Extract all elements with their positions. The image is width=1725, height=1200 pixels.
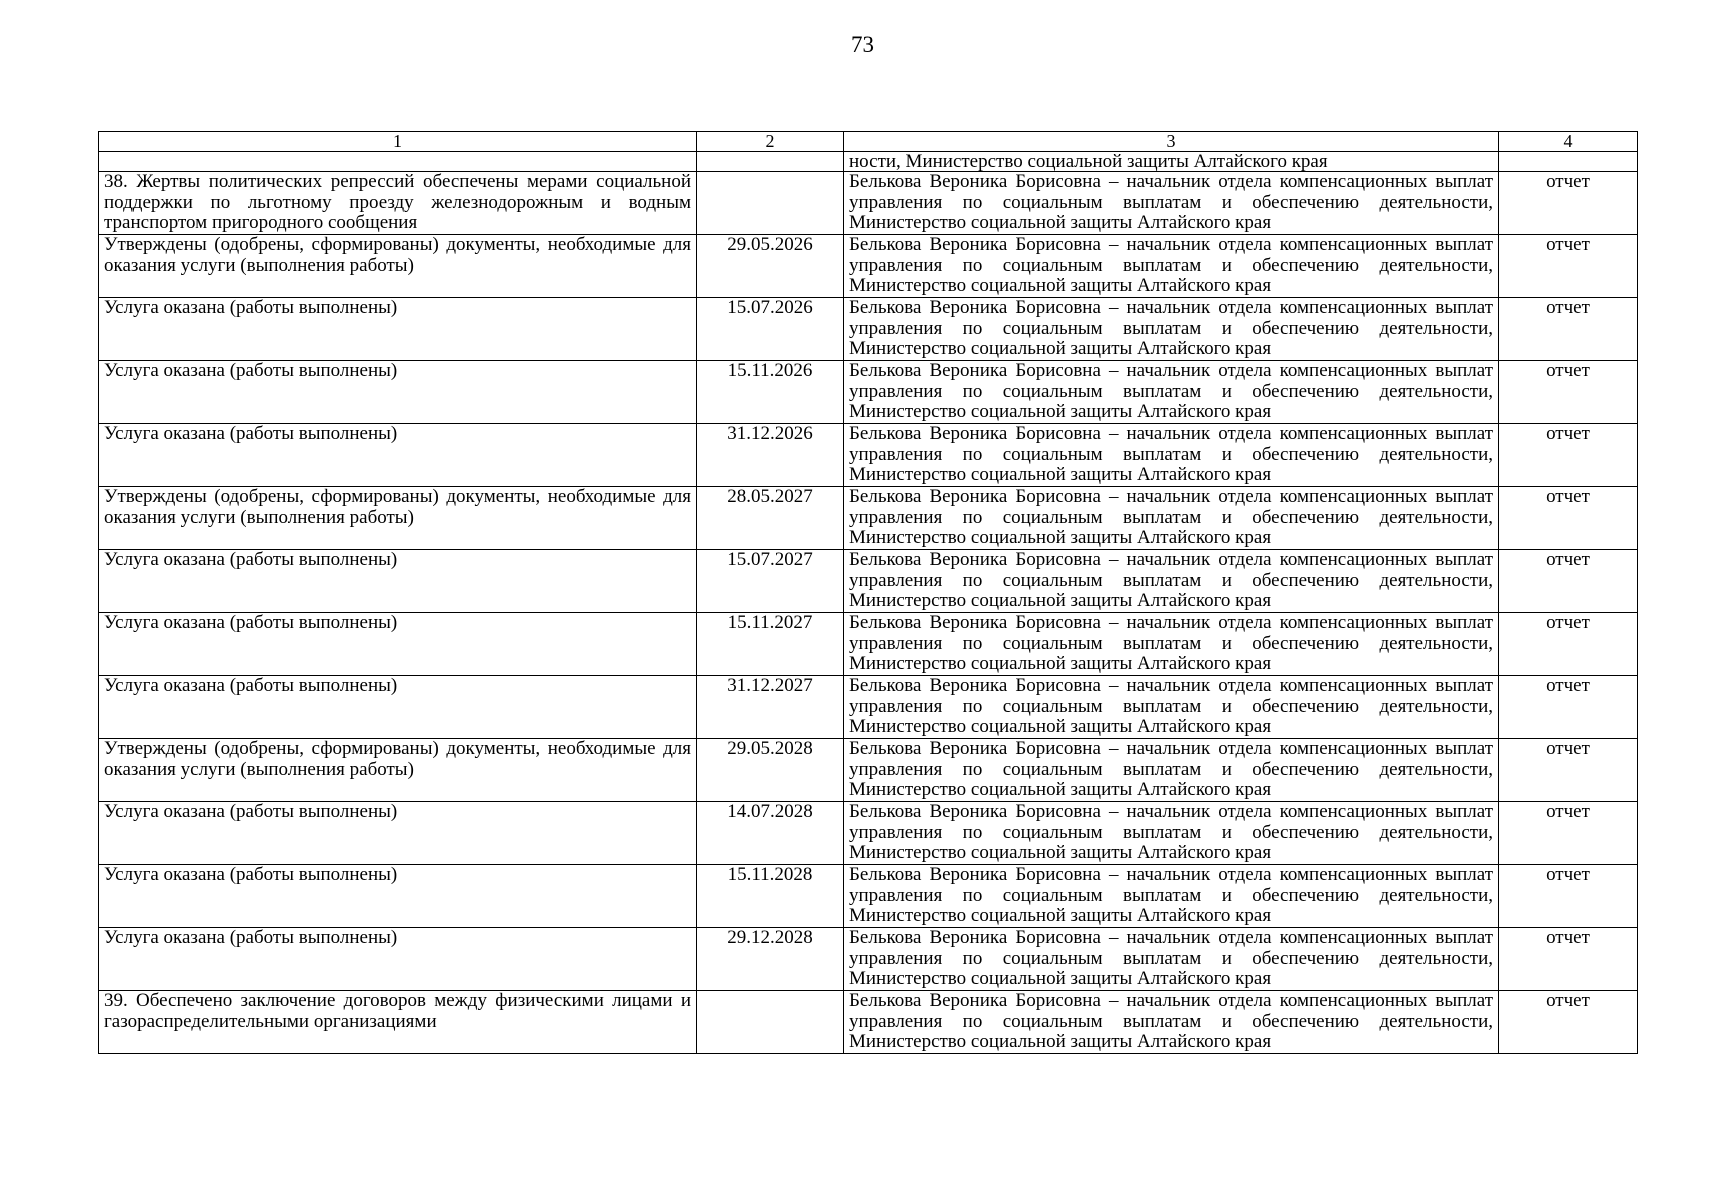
document-cell: отчет <box>1499 298 1638 361</box>
responsible-cell: Белькова Вероника Борисовна – начальник отдела компенсационных выплат управления по социальным выплатам и обеспечению деятельности, Министерство социальной защиты Алтайского края <box>844 676 1499 739</box>
table-row <box>99 550 1638 613</box>
description-cell: Услуга оказана (работы выполнены) <box>99 613 697 676</box>
date-cell: 14.07.2028 <box>697 802 844 865</box>
date-cell: 15.07.2026 <box>697 298 844 361</box>
responsible-cell: Белькова Вероника Борисовна – начальник отдела компенсационных выплат управления по социальным выплатам и обеспечению деятельности, Министерство социальной защиты Алтайского края <box>844 298 1499 361</box>
date-cell: 29.05.2028 <box>697 739 844 802</box>
table-row <box>99 739 1638 802</box>
date-cell: 29.05.2026 <box>697 235 844 298</box>
document-cell: отчет <box>1499 865 1638 928</box>
table-row <box>99 361 1638 424</box>
responsible-cell: Белькова Вероника Борисовна – начальник отдела компенсационных выплат управления по социальным выплатам и обеспечению деятельности, Министерство социальной защиты Алтайского края <box>844 172 1499 235</box>
date-cell: 29.12.2028 <box>697 928 844 991</box>
plan-table <box>98 131 1638 1054</box>
table-row <box>99 991 1638 1054</box>
document-cell: отчет <box>1499 172 1638 235</box>
date-cell: 15.11.2028 <box>697 865 844 928</box>
responsible-cell: Белькова Вероника Борисовна – начальник отдела компенсационных выплат управления по социальным выплатам и обеспечению деятельности, Министерство социальной защиты Алтайского края <box>844 991 1499 1054</box>
date-cell: 31.12.2027 <box>697 676 844 739</box>
table-row <box>99 172 1638 235</box>
responsible-cell: Белькова Вероника Борисовна – начальник отдела компенсационных выплат управления по социальным выплатам и обеспечению деятельности, Министерство социальной защиты Алтайского края <box>844 928 1499 991</box>
date-cell: 28.05.2027 <box>697 487 844 550</box>
table-row <box>99 802 1638 865</box>
description-cell: 39. Обеспечено заключение договоров между физическими лицами и газораспределительными организациями <box>99 991 697 1054</box>
responsible-cell: Белькова Вероника Борисовна – начальник отдела компенсационных выплат управления по социальным выплатам и обеспечению деятельности, Министерство социальной защиты Алтайского края <box>844 235 1499 298</box>
document-cell: отчет <box>1499 991 1638 1054</box>
document-cell: отчет <box>1499 235 1638 298</box>
responsible-cell: Белькова Вероника Борисовна – начальник отдела компенсационных выплат управления по социальным выплатам и обеспечению деятельности, Министерство социальной защиты Алтайского края <box>844 361 1499 424</box>
date-cell <box>697 991 844 1054</box>
table-row <box>99 235 1638 298</box>
document-cell: отчет <box>1499 361 1638 424</box>
document-cell: отчет <box>1499 550 1638 613</box>
description-cell: Услуга оказана (работы выполнены) <box>99 298 697 361</box>
document-cell <box>1499 152 1638 172</box>
date-cell: 31.12.2026 <box>697 424 844 487</box>
table-row <box>99 865 1638 928</box>
table-row <box>99 298 1638 361</box>
responsible-cell: Белькова Вероника Борисовна – начальник отдела компенсационных выплат управления по социальным выплатам и обеспечению деятельности, Министерство социальной защиты Алтайского края <box>844 424 1499 487</box>
description-cell <box>99 152 697 172</box>
date-cell <box>697 172 844 235</box>
document-cell: отчет <box>1499 802 1638 865</box>
table-row <box>99 613 1638 676</box>
table-body <box>99 132 1638 1054</box>
description-cell: Услуга оказана (работы выполнены) <box>99 865 697 928</box>
continuation-row <box>99 152 1638 172</box>
header-cell-col1: 1 <box>99 132 697 152</box>
table-row <box>99 424 1638 487</box>
description-cell: Услуга оказана (работы выполнены) <box>99 361 697 424</box>
table-row <box>99 487 1638 550</box>
responsible-cell: Белькова Вероника Борисовна – начальник отдела компенсационных выплат управления по социальным выплатам и обеспечению деятельности, Министерство социальной защиты Алтайского края <box>844 865 1499 928</box>
responsible-cell: Белькова Вероника Борисовна – начальник отдела компенсационных выплат управления по социальным выплатам и обеспечению деятельности, Министерство социальной защиты Алтайского края <box>844 739 1499 802</box>
header-cell-col2: 2 <box>697 132 844 152</box>
table-row <box>99 928 1638 991</box>
description-cell: Услуга оказана (работы выполнены) <box>99 928 697 991</box>
date-cell: 15.07.2027 <box>697 550 844 613</box>
responsible-cell: Белькова Вероника Борисовна – начальник отдела компенсационных выплат управления по социальным выплатам и обеспечению деятельности, Министерство социальной защиты Алтайского края <box>844 802 1499 865</box>
description-cell: Утверждены (одобрены, сформированы) документы, необходимые для оказания услуги (выполнения работы) <box>99 487 697 550</box>
description-cell: Услуга оказана (работы выполнены) <box>99 802 697 865</box>
description-cell: 38. Жертвы политических репрессий обеспечены мерами социальной поддержки по льготному проезду железнодорожным и водным транспортом пригородного сообщения <box>99 172 697 235</box>
document-cell: отчет <box>1499 424 1638 487</box>
description-cell: Услуга оказана (работы выполнены) <box>99 424 697 487</box>
page-number: 73 <box>851 32 874 57</box>
document-cell: отчет <box>1499 487 1638 550</box>
description-cell: Утверждены (одобрены, сформированы) документы, необходимые для оказания услуги (выполнения работы) <box>99 235 697 298</box>
date-cell: 15.11.2026 <box>697 361 844 424</box>
description-cell: Услуга оказана (работы выполнены) <box>99 676 697 739</box>
responsible-cell: Белькова Вероника Борисовна – начальник отдела компенсационных выплат управления по социальным выплатам и обеспечению деятельности, Министерство социальной защиты Алтайского края <box>844 550 1499 613</box>
document-cell: отчет <box>1499 928 1638 991</box>
document-cell: отчет <box>1499 613 1638 676</box>
description-cell: Услуга оказана (работы выполнены) <box>99 550 697 613</box>
responsible-cell: Белькова Вероника Борисовна – начальник отдела компенсационных выплат управления по социальным выплатам и обеспечению деятельности, Министерство социальной защиты Алтайского края <box>844 487 1499 550</box>
table-header-row <box>99 132 1638 152</box>
header-cell-col3: 3 <box>844 132 1499 152</box>
description-cell: Утверждены (одобрены, сформированы) документы, необходимые для оказания услуги (выполнения работы) <box>99 739 697 802</box>
responsible-cell: Белькова Вероника Борисовна – начальник отдела компенсационных выплат управления по социальным выплатам и обеспечению деятельности, Министерство социальной защиты Алтайского края <box>844 613 1499 676</box>
document-cell: отчет <box>1499 676 1638 739</box>
date-cell: 15.11.2027 <box>697 613 844 676</box>
document-cell: отчет <box>1499 739 1638 802</box>
date-cell <box>697 152 844 172</box>
responsible-cell: ности, Министерство социальной защиты Алтайского края <box>844 152 1499 172</box>
header-cell-col4: 4 <box>1499 132 1638 152</box>
table-row <box>99 676 1638 739</box>
